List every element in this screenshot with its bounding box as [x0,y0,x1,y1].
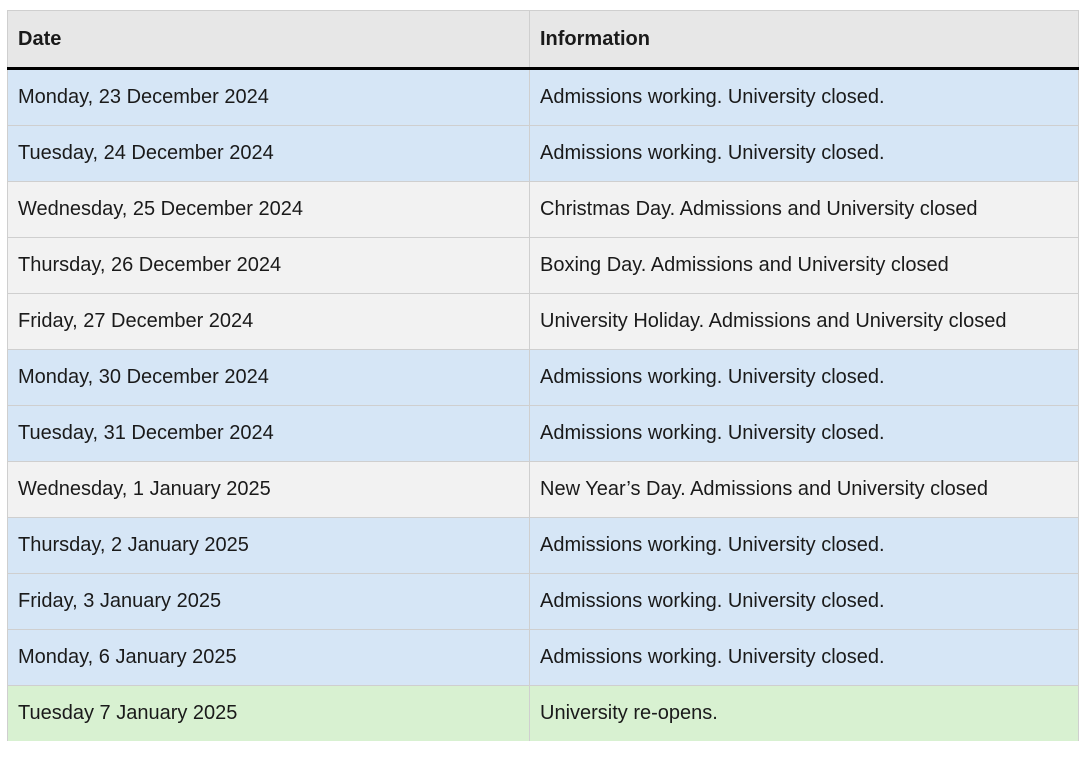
table-row [8,518,1079,574]
information-cell: University Holiday. Admissions and University closed [530,294,1079,350]
information-cell: Admissions working. University closed. [530,630,1079,686]
date-cell: Wednesday, 25 December 2024 [8,182,530,238]
information-cell: Boxing Day. Admissions and University closed [530,238,1079,294]
information-cell: University re-opens. [530,686,1079,742]
date-cell: Monday, 23 December 2024 [8,69,530,126]
table-row [8,630,1079,686]
schedule-table [7,10,1079,741]
table-row [8,350,1079,406]
information-cell: Admissions working. University closed. [530,574,1079,630]
table-row [8,182,1079,238]
date-cell: Thursday, 2 January 2025 [8,518,530,574]
table-row [8,69,1079,126]
holiday-schedule [7,10,1078,741]
date-cell: Tuesday, 24 December 2024 [8,126,530,182]
information-cell: Admissions working. University closed. [530,518,1079,574]
date-cell: Friday, 27 December 2024 [8,294,530,350]
table-row [8,574,1079,630]
date-cell: Monday, 6 January 2025 [8,630,530,686]
date-cell: Friday, 3 January 2025 [8,574,530,630]
table-body [8,69,1079,742]
column-header-date: Date [8,11,530,69]
table-row [8,462,1079,518]
table-row [8,294,1079,350]
table-row [8,406,1079,462]
information-cell: Christmas Day. Admissions and University closed [530,182,1079,238]
information-cell: Admissions working. University closed. [530,406,1079,462]
column-header-information: Information [530,11,1079,69]
information-cell: Admissions working. University closed. [530,69,1079,126]
information-cell: Admissions working. University closed. [530,126,1079,182]
header-row [8,11,1079,69]
date-cell: Thursday, 26 December 2024 [8,238,530,294]
table-row [8,686,1079,742]
table-header [8,11,1079,69]
date-cell: Tuesday, 31 December 2024 [8,406,530,462]
table-row [8,126,1079,182]
table-row [8,238,1079,294]
date-cell: Wednesday, 1 January 2025 [8,462,530,518]
date-cell: Tuesday 7 January 2025 [8,686,530,742]
information-cell: Admissions working. University closed. [530,350,1079,406]
date-cell: Monday, 30 December 2024 [8,350,530,406]
information-cell: New Year’s Day. Admissions and University closed [530,462,1079,518]
